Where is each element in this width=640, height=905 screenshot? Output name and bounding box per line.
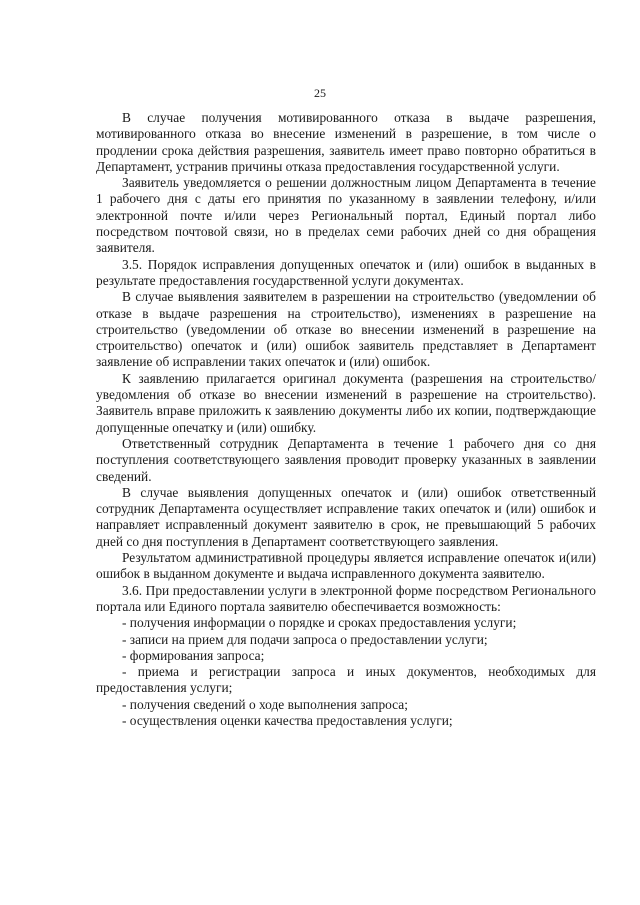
- section-heading-3-6: 3.6. При предоставлении услуги в электронной форме посредством Регионального портала или Единого портала заявителю обеспечивается возможность:: [96, 582, 596, 614]
- paragraph-attachment: К заявлению прилагается оригинал документа (разрешения на строительство/ уведомления об отказе во внесении изменений в разрешение на строительство). Заявитель вправе приложить к заявлению документы либо их копии, подтверждающие допущенные опечатку и (или) ошибку.: [96, 370, 596, 435]
- section-heading-3-5: 3.5. Порядок исправления допущенных опечаток и (или) ошибок в выданных в результате предоставления государственной услуги документах.: [96, 256, 596, 288]
- paragraph-notification: Заявитель уведомляется о решении должностным лицом Департамента в течение 1 рабочего дня с даты его принятия по указанному в заявлении телефону, и/или электронной почте и/или через Региональный портал, Единый портал либо посредством почтовой связи, но в пределах семи рабочих дней со дня обращения заявителя.: [96, 175, 596, 256]
- document-body: [96, 110, 596, 729]
- list-item: - записи на прием для подачи запроса о предоставлении услуги;: [122, 631, 488, 647]
- list-item: - получения информации о порядке и сроках предоставления услуги;: [122, 615, 517, 631]
- paragraph-refusal-reapply: В случае получения мотивированного отказа в выдаче разрешения, мотивированного отказа во внесение изменений в разрешение, в том числе о продлении срока действия разрешения, заявитель имеет право повторно обратиться в Департамент, устранив причины отказа предоставления государственной услуги.: [96, 110, 596, 174]
- paragraph-errors-detected: В случае выявления заявителем в разрешении на строительство (уведомлении об отказе в выдаче разрешения на строительство), изменениях в разрешение на строительство (уведомлении об отказе во внесении изменений в разрешение на строительство) опечаток и (или) ошибок заявитель представляет в Департамент заявление об исправлении таких опечаток и (или) ошибок.: [96, 289, 596, 370]
- paragraph-verification: Ответственный сотрудник Департамента в течение 1 рабочего дня со дня поступления соответствующего заявления проводит проверку указанных в заявлении сведений.: [96, 435, 596, 484]
- paragraph-correction: В случае выявления допущенных опечаток и (или) ошибок ответственный сотрудник Департамента осуществляет исправление таких опечаток и (или) ошибок и направляет исправленный документ заявителю в срок, не превышающий 5 рабочих дней со дня поступления в Департамент соответствующего заявления.: [96, 484, 596, 549]
- list-item: - осуществления оценки качества предоставления услуги;: [122, 712, 453, 728]
- list-item: - формирования запроса;: [122, 647, 265, 663]
- list-item: - получения сведений о ходе выполнения запроса;: [122, 696, 408, 712]
- list-item: - приема и регистрации запроса и иных документов, необходимых для предоставления услуги;: [96, 664, 596, 696]
- paragraph-result: Результатом административной процедуры является исправление опечаток и(или) ошибок в выданном документе и выдача исправленного документа заявителю.: [96, 550, 596, 582]
- page-number: 25: [314, 86, 326, 100]
